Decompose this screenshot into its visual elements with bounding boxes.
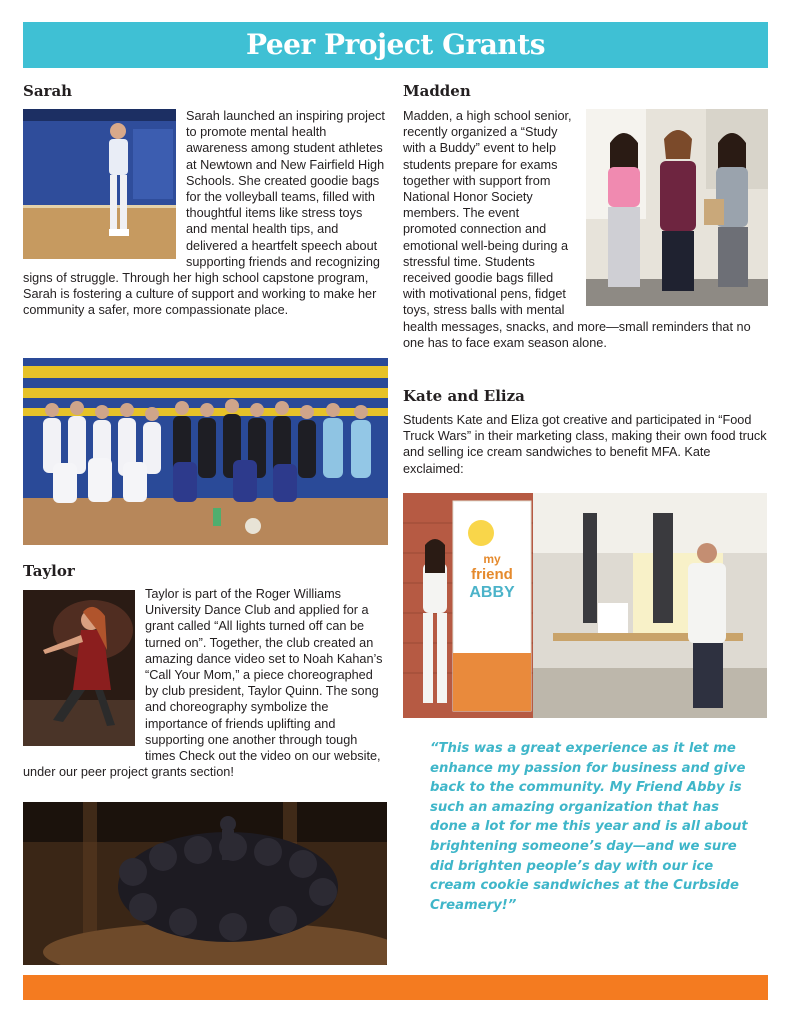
dancer-photo xyxy=(23,590,135,746)
kate-eliza-text: Students Kate and Eliza got creative and participated in “Food Truck Wars” in their marketing class, making their own food truck and selling ice cream sandwiches to benefit MFA. Kate exclaimed: xyxy=(403,413,767,476)
volleyball-team-photo xyxy=(23,358,388,545)
madden-heading: Madden xyxy=(403,82,471,100)
taylor-heading: Taylor xyxy=(23,562,75,580)
kate-quote: “This was a great experience as it let me enhance my passion for business and give back to the community. My Friend Abby is such an amazing organization that has done a lot for me this year and is all about brightening someone’s day—and we sure did brighten people’s day with our ice cream cookie sandwiches at the Curbside Creamery!” xyxy=(430,741,748,913)
kate-eliza-heading: Kate and Eliza xyxy=(403,387,525,405)
food-truck-booth-photo xyxy=(403,493,767,718)
banner-my-text: my xyxy=(483,552,501,566)
taylor-story xyxy=(23,586,385,780)
banner-abby-text: ABBY xyxy=(469,584,515,601)
taylor-text: Taylor is part of the Roger Williams University Dance Club and applied for a grant called “All lights turned off can be turned on”. Together, the club created an amazing dance video set to Noah Kahan’s “Call Your Mom,” a piece choreographed by club president, Taylor Quinn. The song and choreography symbolize the importance of friends uplifting and supporting one another through tough times Check out the video on our website, under our peer project grants section! xyxy=(23,587,383,780)
madden-story xyxy=(403,108,768,351)
dance-club-huddle-photo xyxy=(23,802,387,965)
madden-text: Madden, a high school senior, recently organized a “Study with a Buddy” event to help students prepare for exams together with support from National Honor Society members. The event promoted connection and emotional well-being during a stressful time. Students received goodie bags filled with motivational pens, fidget toys, stress balls with mental health messages, snacks, and more—small reminders that no one has to face exam season alone. xyxy=(403,109,751,350)
volleyball-player-photo xyxy=(23,109,176,259)
study-buddy-photo xyxy=(586,109,768,306)
title-banner xyxy=(23,22,768,68)
footer-bar xyxy=(23,975,768,1000)
sarah-heading: Sarah xyxy=(23,82,73,100)
page-title: Peer Project Grants xyxy=(246,28,545,61)
sarah-text: Sarah launched an inspiring project to promote mental health awareness among student athletes at Newtown and New Fairfield High Schools. She created goodie bags for the volleyball teams, filled with thoughtful items like stress toys and mental health tips, and delivered a heartfelt speech about supporting friends and recognizing signs of struggle. Through her high school capstone program, Sarah is fostering a culture of support and working to make her community a safer, more compassionate place. xyxy=(23,109,385,318)
banner-friend-text: friend xyxy=(471,566,513,583)
sarah-story xyxy=(23,108,385,319)
